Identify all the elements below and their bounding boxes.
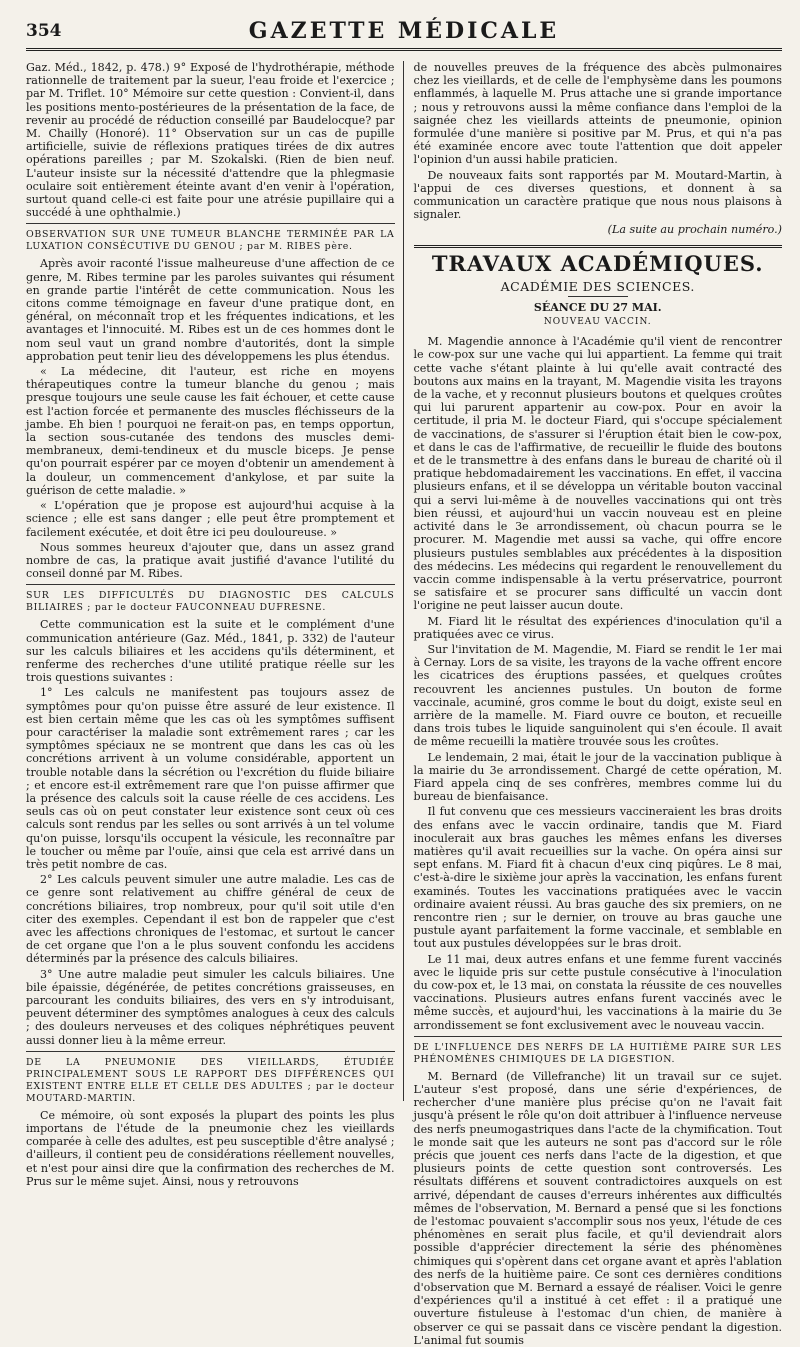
page-header xyxy=(26,14,782,51)
paragraph: 1° Les calculs ne manifestent pas toujours assez de symptômes pour qu'on puisse être assuré de leur existence. Il est bien certain même que les cas où les symptômes suffisent pour caractériser la maladie sont extrêmement rares ; car les symptômes spéciaux ne se montrent que dans les cas où les concrétions arrivent à un volume considérable, apportent un trouble notable dans la sécrétion ou l'excrétion du fluide biliaire ; et encore est-il extrêmement rare que l'on puisse affirmer que la présence des calculs soit la cause réelle de ces accidens. Les seuls cas où on peut constater leur existence sont ceux où ces calculs sont rendus par les selles ou sont arrivés à un tel volume qu'on puisse, lorsqu'ils occupent la vésicule, les reconnaître par le toucher ou même par l'ouïe, ainsi que cela est arrivé dans un très petit nombre de cas. xyxy=(26,686,395,871)
section-heading-nerfs: DE L'INFLUENCE DES NERFS DE LA HUITIÈME PAIRE SUR LES PHÉNOMÈNES CHIMIQUES DE LA DIGESTION. xyxy=(413,1041,782,1065)
left-column xyxy=(26,61,404,1188)
divider xyxy=(414,1036,783,1037)
section-title-travaux: TRAVAUX ACADÉMIQUES. xyxy=(414,245,783,276)
paragraph: Le 11 mai, deux autres enfans et une femme furent vaccinés avec le liquide pris sur cette pustule consécutive à l'inoculation du cow-pox et, le 13 mai, on constata la réussite de ces nouvelles vaccinations. Plusieurs autres enfans furent vaccinés avec le même succès, et aujourd'hui, les vaccinations à la mairie du 3e arrondissement se font exclusivement avec le nouveau vaccin. xyxy=(413,952,782,1032)
paragraph: Nous sommes heureux d'ajouter que, dans un assez grand nombre de cas, la pratique avait justifié d'avance l'utilité du conseil donné par M. Ribes. xyxy=(26,540,395,581)
paragraph: Il fut convenu que ces messieurs vaccineraient les bras droits des enfans avec le vaccin ordinaire, tandis que M. Fiard inoculerait aux bras gauches les mêmes enfans les diverses matières qu'il avait recueillies sur la vache. On opéra ainsi sur sept enfans. M. Fiard fit à chacun d'eux cinq piqûres. Le 8 mai, c'est-à-dire le sixième jour après la vaccination, les enfans furent examinés. Toutes les vaccinations pratiquées avec le vaccin ordinaire avaient réussi. Au bras gauche des six premiers, on ne rencontre rien ; sur le dernier, on trouve au bras gauche une pustule ayant parfaitement la forme vaccinale, et semblable en tout aux pustules développées sur le bras droit. xyxy=(413,805,782,951)
paragraph: M. Fiard lit le résultat des expériences d'inoculation qu'il a pratiquées avec ce virus. xyxy=(413,614,782,641)
divider xyxy=(26,223,395,224)
columns xyxy=(26,61,782,1347)
divider xyxy=(26,584,395,585)
paragraph: de nouvelles preuves de la fréquence des abcès pulmonaires chez les vieillards, et de celle de l'emphysème dans les poumons enflammés, à laquelle M. Prus attache une si grande importance ; nous y retrouvons aussi la même confiance dans l'emploi de la saignée chez les vieillards atteints de pneumonie, opinion formulée d'une manière si positive par M. Prus, et qui n'a pas été examinée encore avec toute l'attention que doit appeler l'opinion d'un aussi habile praticien. xyxy=(413,61,782,167)
continuation-note: (La suite au prochain numéro.) xyxy=(607,223,782,237)
paragraph: M. Bernard (de Villefranche) lit un travail sur ce sujet. L'auteur s'est proposé, dans une série d'expériences, de rechercher d'une manière plus précise qu'on ne l'avait fait jusqu'à présent le rôle qu'on doit attribuer à l'influence nerveuse des nerfs pneumogastriques dans l'acte de la chymification. Tout le monde sait que les auteurs ne sont pas d'accord sur le rôle précis que jouent ces nerfs dans l'acte de la digestion, et que plusieurs points de cette question sont controversés. Les résultats différens et souvent contradictoires auxquels on est arrivé, dépendant de causes d'erreurs inhérentes aux difficultés mêmes de l'observation, M. Bernard a pensé que si les fonctions de l'estomac pouvaient s'accomplir sous nos yeux, l'étude de ces phénomènes en serait plus facile, et qu'il deviendrait alors possible d'apprécier directement la série des phénomènes chimiques qui s'opèrent dans cet organe avant et après l'ablation des nerfs de la huitième paire. Ce sont ces dernières conditions d'observation que M. Bernard a essayé de réaliser. Voici le genre d'expériences qu'il a institué à cet effet : il a pratiqué une ouverture fistuleuse à l'estomac d'un chien, de manière à observer ce qui se passait dans ce viscère pendant la digestion. L'animal fut soumis xyxy=(413,1069,782,1347)
intro-paragraph: Gaz. Méd., 1842, p. 478.) 9° Exposé de l'hydrothérapie, méthode rationnelle de traitement par la sueur, l'eau froide et l'exercice ; par M. Triflet. 10° Mémoire sur cette question : Convient-il, dans les positions mento-postérieures de la présentation de la face, de revenir au procédé de réduction conseillé par Baudelocque? par M. Chailly (Honoré). 11° Observation sur un cas de pupille artificielle, suivie de réflexions pratiques tirées de dix autres opérations pareilles ; par M. Szokalski. (Rien de bien neuf. L'auteur insiste sur la nécessité d'attendre que la phlegmasie oculaire soit entièrement éteinte avant d'en venir à l'opération, surtout quand celle-ci est faite pour une atrésie pupillaire qui a succédé à une ophthalmie.) xyxy=(26,61,395,220)
subheading-vaccin: NOUVEAU VACCIN. xyxy=(543,317,652,328)
paragraph: Le lendemain, 2 mai, était le jour de la vaccination publique à la mairie du 3e arrondissement. Chargé de cette opération, M. Fiard appela cinq de ses confrères, membres comme lui du bureau de bienfaisance. xyxy=(413,750,782,804)
page-number: 354 xyxy=(26,21,62,41)
paragraph: 2° Les calculs peuvent simuler une autre maladie. Les cas de ce genre sont relativement au chiffre général de ceux de concrétions biliaires, trop nombreux, pour qu'il soit utile d'en citer des exemples. Cependant il est bon de rappeler que c'est avec les affections chroniques de l'estomac, et surtout le cancer de cet organe que l'on a le plus souvent confondu les accidens déterminés par la présence des calculs biliaires. xyxy=(26,873,395,966)
paragraph: 3° Une autre maladie peut simuler les calculs biliaires. Une bile épaissie, dégénérée, de petites concrétions graisseuses, en parcourant les conduits biliaires, des vers en s'y introduisant, peuvent déterminer des symptômes analogues à ceux des calculs ; des douleurs nerveuses et des coliques néphrétiques peuvent aussi donner lieu à la même erreur. xyxy=(26,967,395,1047)
session-heading: SÉANCE DU 27 MAI. xyxy=(533,300,662,314)
section-heading-calculs: SUR LES DIFFICULTÉS DU DIAGNOSTIC DES CALCULS BILIAIRES ; par le docteur FAUCONNEAU DUFRESNE. xyxy=(26,590,395,614)
section-heading-tumeur: OBSERVATION SUR UNE TUMEUR BLANCHE TERMINÉE PAR LA LUXATION CONSÉCUTIVE DU GENOU ; par M. RIBES père. xyxy=(26,229,395,253)
section-heading-pneumonie: DE LA PNEUMONIE DES VIEILLARDS, ÉTUDIÉE PRINCIPALEMENT SOUS LE RAPPORT DES DIFFÉRENCES QUI EXISTENT ENTRE ELLE ET CELLE DES ADULTES ; par le docteur MOUTARD-MARTIN. xyxy=(26,1056,395,1104)
paragraph: M. Magendie annonce à l'Académie qu'il vient de rencontrer le cow-pox sur une vache qui lui appartient. La femme qui trait cette vache s'étant plainte à lui qu'elle avait contracté des boutons aux mains en la trayant, M. Magendie visita les trayons de la vache, et y reconnut plusieurs boutons et quelques croûtes qui lui parurent appartenir au cow-pox. Pour en avoir la certitude, il pria M. le docteur Fiard, qui s'occupe spécialement de vaccinations, de s'assurer si l'éruption était bien le cow-pox, et dans le cas de l'affirmative, de recueillir le fluide des boutons et de le transmettre à des enfans dans le bureau de charité où il pratique hebdomadairement les vaccinations. En effet, il vaccina plusieurs enfans, et il se développa un véritable bouton vaccinal qui a servi lui-même à de nouvelles vaccinations qui ont très bien réussi, et aujourd'hui un vaccin nouveau est en pleine activité dans le 3e arrondissement, où chacun pourra se le procurer. M. Magendie met aussi sa vache, qui offre encore plusieurs pustules semblables aux précédentes à la disposition des médecins. Les médecins qui regardent le renouvellement du vaccin comme indispensable à la vertu préservatrice, pourront se satisfaire et se procurer sans difficulté un vaccin dont l'origine ne peut laisser aucun doute. xyxy=(413,335,782,613)
right-column xyxy=(404,61,783,1347)
divider xyxy=(26,1051,395,1052)
paragraph: Ce mémoire, où sont exposés la plupart des points les plus importans de l'étude de la pneumonie chez les vieillards comparée à celle des adultes, est peu susceptible d'être analysé ; d'ailleurs, il contient peu de considérations réellement nouvelles, et n'est pour ainsi dire que la confirmation des recherches de M. Prus sur le même sujet. Ainsi, nous y retrouvons xyxy=(26,1108,395,1188)
paragraph: Après avoir raconté l'issue malheureuse d'une affection de ce genre, M. Ribes termine par les paroles suivantes qui résument en grande partie l'intérêt de cette communication. Nous les citons comme témoignage en faveur d'une pratique dont, en général, on méconnaît trop et les fréquentes indications, et les avantages et l'innocuité. M. Ribes est un de ces hommes dont le nom seul vaut un grand nombre d'autorités, dont la simple approbation peut tenir lieu des développemens les plus étendus. xyxy=(26,257,395,363)
journal-title: GAZETTE MÉDICALE xyxy=(248,18,560,44)
paragraph: Sur l'invitation de M. Magendie, M. Fiard se rendit le 1er mai à Cernay. Lors de sa visite, les trayons de la vache offrent encore les cicatrices des éruptions passées, et quelques croûtes recouvrent les anciennes pustules. Un bouton de forme vaccinale, acuminé, gros comme le bout du doigt, existe seul en arrière de la mamelle. M. Fiard ouvre ce bouton, et recueille dans trois tubes le liquide sanguinolent qui s'en écoule. Il avait de même recueilli la matière trouvée sous les croûtes. xyxy=(413,642,782,749)
divider xyxy=(568,296,628,297)
paragraph: Cette communication est la suite et le complément d'une communication antérieure (Gaz. Méd., 1841, p. 332) de l'auteur sur les calculs biliaires et les accidens qu'ils déterminent, et renferme des recherches d'une utilité pratique réelle sur les trois questions suivantes : xyxy=(26,618,395,685)
paragraph: De nouveaux faits sont rapportés par M. Moutard-Martin, à l'appui de ces diverses questions, et donnent à sa communication un caractère pratique que nous nous plaisons à signaler. xyxy=(413,168,782,222)
paragraph: « L'opération que je propose est aujourd'hui acquise à la science ; elle est sans danger ; elle peut être promptement et facilement exécutée, et doit être ici peu douloureuse. » xyxy=(26,499,395,539)
paragraph: « La médecine, dit l'auteur, est riche en moyens thérapeutiques contre la tumeur blanche du genou ; mais presque toujours une seule cause les fait échouer, et cette cause est l'action forcée et permanente des muscles fléchisseurs de la jambe. Eh bien ! pourquoi ne ferait-on pas, en temps opportun, la section sous-cutanée des tendons des muscles demi-membraneux, demi-tendineux et du muscle biceps. Je pense qu'on pourrait espérer par ce moyen d'obtenir un amendement à la douleur, un commencement d'ankylose, et par suite la guérison de cette maladie. » xyxy=(26,365,395,497)
academy-heading: ACADÉMIE DES SCIENCES. xyxy=(500,278,695,294)
